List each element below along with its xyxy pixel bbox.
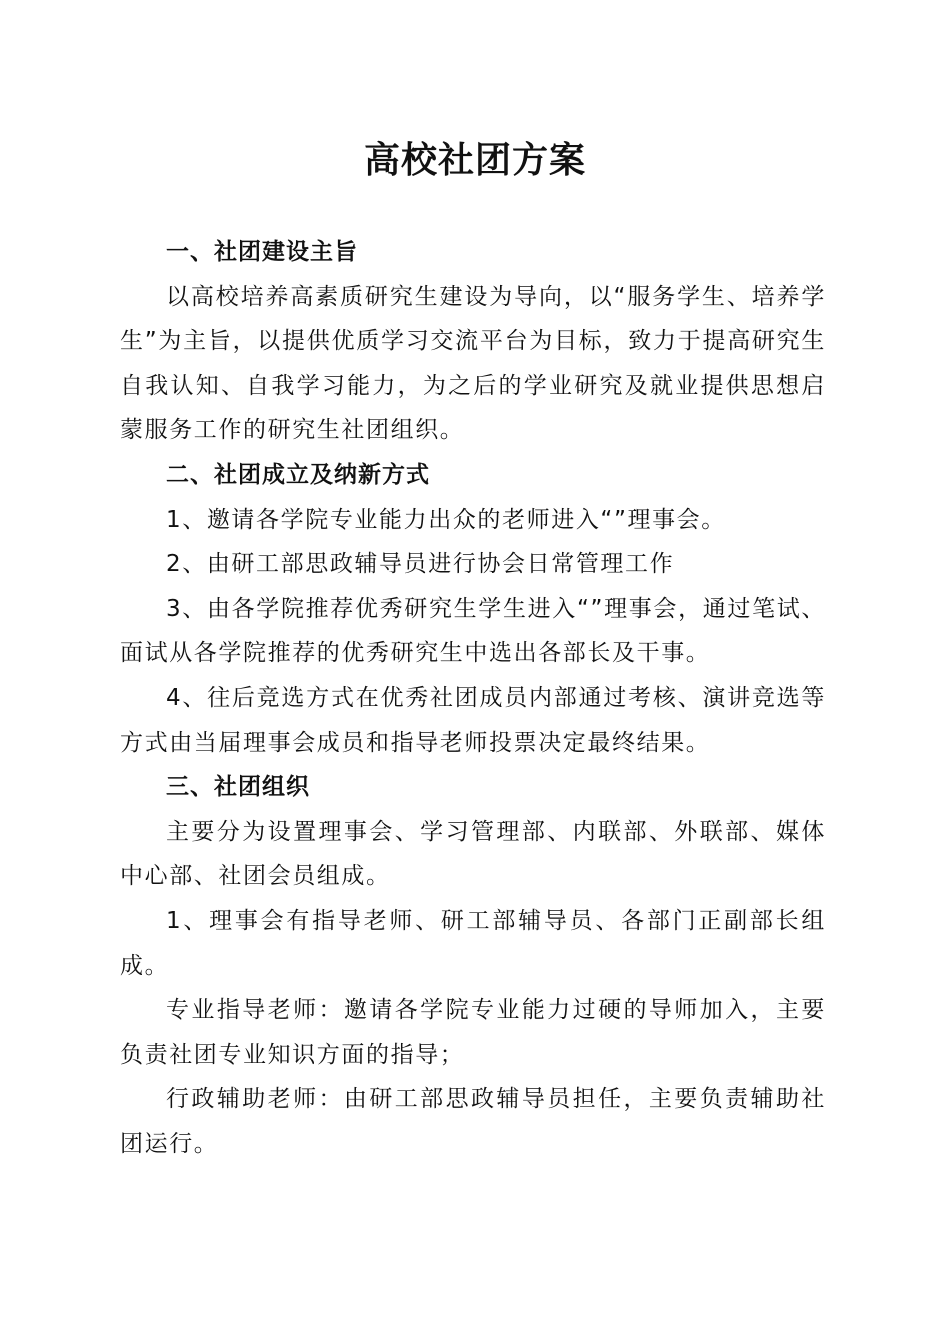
section-1-paragraph: 以高校培养高素质研究生建设为导向，以“服务学生、培养学生”为主旨，以提供优质学习交流平台为目标，致力于提高研究生自我认知、自我学习能力，为之后的学业研究及就业提供思想启蒙服务工作的研究生社团组织。 xyxy=(120,283,826,444)
section-3-teacher: 专业指导老师：邀请各学院专业能力过硬的导师加入，主要负责社团专业知识方面的指导； xyxy=(120,997,826,1068)
document-title: 高校社团方案 xyxy=(363,139,586,181)
section-2-item-1: 1、邀请各学院专业能力出众的老师进入“”理事会。 xyxy=(166,506,726,533)
section-1-heading: 一、社团建设主旨 xyxy=(166,239,358,265)
section-3-heading: 三、社团组织 xyxy=(166,774,310,801)
section-3-admin: 行政辅助老师：由研工部思政辅导员担任，主要负责辅助社团运行。 xyxy=(120,1086,826,1157)
document-body xyxy=(120,230,826,1166)
section-2-heading: 二、社团成立及纳新方式 xyxy=(166,461,430,488)
section-3-item-1: 1、理事会有指导老师、研工部辅导员、各部门正副部长组成。 xyxy=(120,907,826,979)
section-2-item-2: 2、由研工部思政辅导员进行协会日常管理工作 xyxy=(166,551,675,578)
section-2-item-4: 4、往后竞选方式在优秀社团成员内部通过考核、演讲竞选等方式由当届理事会成员和指导老师投票决定最终结果。 xyxy=(120,684,826,756)
section-3-intro: 主要分为设置理事会、学习管理部、内联部、外联部、媒体中心部、社团会员组成。 xyxy=(120,818,826,890)
section-2-item-3: 3、由各学院推荐优秀研究生学生进入“”理事会，通过笔试、面试从各学院推荐的优秀研究生中选出各部长及干事。 xyxy=(120,595,826,667)
